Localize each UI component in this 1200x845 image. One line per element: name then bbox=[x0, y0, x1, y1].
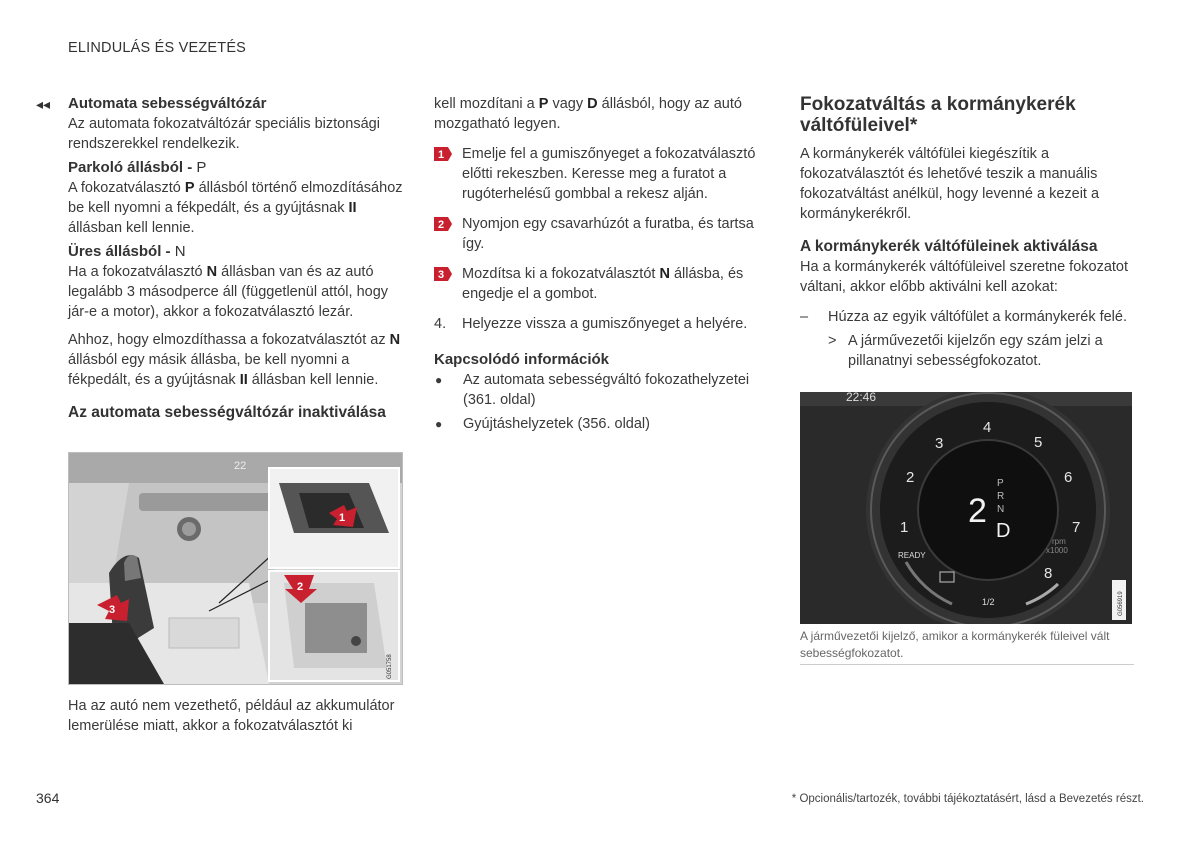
text-run: állásból történő elmozdításához be kell nyomni a fékpedált, és a gyújtásnak bbox=[68, 180, 403, 216]
figure-code: G056919 bbox=[1118, 591, 1124, 616]
related-item[interactable] bbox=[434, 414, 769, 434]
step-1-badge bbox=[434, 145, 452, 163]
step-1 bbox=[434, 144, 769, 204]
figure-caption: A járművezetői kijelző, amikor a kormánykerék füleivel vált sebességfokozatot. bbox=[800, 629, 1110, 660]
display-text: 22 bbox=[234, 460, 247, 472]
text-run: A fokozatválasztó bbox=[68, 180, 185, 196]
gear-lock-intro: Az automata fokozatváltózár speciális biztonsági rendszerekkel rendelkezik. bbox=[68, 116, 380, 152]
text-run: állásból egy másik állásba, be kell nyomni a fékpedált, és a gyújtásnak bbox=[68, 352, 350, 388]
column-2 bbox=[434, 94, 769, 434]
neutral-heading-prefix: Üres állásból - bbox=[68, 243, 175, 260]
related-item[interactable] bbox=[434, 370, 769, 410]
continued-paragraph bbox=[434, 94, 769, 134]
step-3-text bbox=[462, 264, 769, 304]
bold-run: P bbox=[538, 96, 549, 112]
gauge-number: 5 bbox=[1034, 434, 1043, 451]
callout-3: 3 bbox=[109, 604, 116, 616]
step-2-text: Nyomjon egy csavarhúzót a furatba, és tartsa így. bbox=[462, 216, 754, 252]
step-2 bbox=[434, 214, 769, 254]
activation-heading: A kormánykerék váltófüleinek aktiválása bbox=[800, 238, 1098, 255]
caption-divider bbox=[800, 664, 1134, 665]
neutral-paragraph bbox=[68, 262, 403, 322]
gauge-number: 6 bbox=[1064, 469, 1073, 486]
gear-lock-heading: Automata sebességváltózár bbox=[68, 95, 267, 112]
dash-symbol: – bbox=[800, 309, 809, 325]
bold-run: II bbox=[348, 200, 357, 216]
step-4-number: 4. bbox=[434, 316, 447, 332]
step-2-number: 2 bbox=[438, 219, 445, 231]
parking-paragraph bbox=[68, 178, 403, 238]
text-run: vagy bbox=[548, 96, 588, 112]
instruction-text: Húzza az egyik váltófület a kormánykerék felé. bbox=[828, 309, 1127, 325]
result-item bbox=[800, 331, 1135, 371]
gauge-number: 3 bbox=[935, 435, 944, 452]
gauge-number: 8 bbox=[1044, 565, 1053, 582]
related-heading: Kapcsolódó információk bbox=[434, 351, 610, 368]
text-run: Mozdítsa ki a fokozatválasztót bbox=[462, 266, 660, 282]
rpm-label: rpm bbox=[1052, 537, 1066, 546]
parking-heading-mode: P bbox=[196, 159, 207, 176]
gauge-number: 2 bbox=[906, 469, 915, 486]
gear-letter: P bbox=[997, 478, 1004, 489]
related-item-text[interactable]: Az automata sebességváltó fokozathelyzetei (361. oldal) bbox=[463, 372, 750, 408]
neutral-heading-mode: N bbox=[174, 243, 186, 260]
driver-display-figure bbox=[800, 392, 1132, 624]
step-3-badge bbox=[434, 265, 452, 283]
bold-run: N bbox=[389, 332, 401, 348]
footnote: * Opcionális/tartozék, további tájékoztatásért, lásd a Bevezetés részt. bbox=[791, 793, 1144, 805]
paddle-heading: Fokozatváltás a kormánykerék váltófüleivel* bbox=[800, 94, 1076, 136]
bold-run: D bbox=[587, 96, 598, 112]
gear-selector-figure bbox=[68, 452, 403, 685]
gauge-number: 4 bbox=[983, 419, 992, 436]
text-run: állásban kell lennie. bbox=[68, 220, 195, 236]
step-4 bbox=[434, 314, 769, 334]
step-3-number: 3 bbox=[438, 269, 445, 281]
column-3 bbox=[800, 94, 1135, 371]
bold-run: N bbox=[659, 266, 670, 282]
section-header: ELINDULÁS ÉS VEZETÉS bbox=[68, 40, 247, 56]
related-item-text[interactable]: Gyújtáshelyzetek (356. oldal) bbox=[463, 416, 650, 432]
step-1-text: Emelje fel a gumiszőnyeget a fokozatválasztó előtti rekeszben. Keresse meg a furatot a rugóterhelésű gombbal a rekesz alján. bbox=[462, 146, 756, 202]
text-run: állásba, és engedje el a gombot. bbox=[462, 266, 744, 302]
text-run: állásban van és az autó legalább 3 másodperce áll (függetlenül attól, hogy jár-e a motor), akkor a fokozatválasztó lezár. bbox=[68, 264, 389, 320]
text-run: kell mozdítani a bbox=[434, 96, 539, 112]
neutral-paragraph-2 bbox=[68, 330, 403, 390]
neutral-heading bbox=[68, 242, 403, 262]
instruction-item bbox=[800, 307, 1135, 327]
gauge-number: 1 bbox=[900, 519, 909, 536]
text-run: állásban kell lennie. bbox=[247, 372, 379, 388]
step-1-number: 1 bbox=[438, 149, 445, 161]
gear-letter: R bbox=[997, 491, 1005, 502]
gear-letter: N bbox=[997, 504, 1005, 515]
figure-code: G051758 bbox=[387, 654, 393, 679]
back-arrows-icon[interactable]: ◂◂ bbox=[36, 96, 51, 112]
after-figure-paragraph: Ha az autó nem vezethető, például az akkumulátor lemerülése miatt, akkor a fokozatválasztót ki bbox=[68, 698, 395, 734]
deactivate-heading: Az automata sebességváltózár inaktiválása bbox=[68, 404, 386, 421]
callout-2: 2 bbox=[297, 581, 304, 593]
bullet-icon: ● bbox=[435, 373, 443, 387]
activation-text: Ha a kormánykerék váltófüleivel szeretne fokozatot váltani, akkor előbb aktiválni kell azokat: bbox=[800, 259, 1129, 295]
clock-text: 22:46 bbox=[846, 392, 877, 404]
gauge-number: 7 bbox=[1072, 519, 1081, 536]
paddle-intro: A kormánykerék váltófülei kiegészítik a fokozatválasztót és lehetővé teszik a manuális fokozatváltást anélkül, hogy levenné a kezeit a kormánykerékről. bbox=[800, 146, 1100, 222]
page-number: 364 bbox=[36, 790, 60, 806]
bold-run: P bbox=[184, 180, 195, 196]
driver-display-illustration bbox=[800, 392, 1132, 624]
parking-heading bbox=[68, 158, 403, 178]
step-4-text: Helyezze vissza a gumiszőnyeget a helyére. bbox=[462, 316, 748, 332]
column-1 bbox=[68, 94, 403, 423]
ready-label: READY bbox=[898, 551, 926, 560]
bullet-icon: ● bbox=[435, 417, 443, 431]
bold-run: II bbox=[239, 372, 248, 388]
current-gear: 2 bbox=[968, 492, 987, 530]
callout-1: 1 bbox=[339, 512, 346, 524]
step-3 bbox=[434, 264, 769, 304]
fuel-half-label: 1/2 bbox=[982, 597, 995, 607]
result-text: A járművezetői kijelzőn egy szám jelzi a pillanatnyi sebességfokozatot. bbox=[848, 333, 1103, 369]
step-2-badge bbox=[434, 215, 452, 233]
text-run: Ahhoz, hogy elmozdíthassa a fokozatválasztót az bbox=[68, 332, 390, 348]
text-run: állásból, hogy az autó mozgatható legyen. bbox=[434, 96, 742, 132]
result-symbol: > bbox=[828, 333, 837, 349]
rpm-multiplier: x1000 bbox=[1046, 546, 1068, 555]
gear-letter-active: D bbox=[996, 520, 1011, 542]
text-run: Ha a fokozatválasztó bbox=[68, 264, 207, 280]
bold-run: N bbox=[206, 264, 218, 280]
parking-heading-prefix: Parkoló állásból - bbox=[68, 159, 197, 176]
gear-selector-illustration bbox=[69, 453, 402, 684]
